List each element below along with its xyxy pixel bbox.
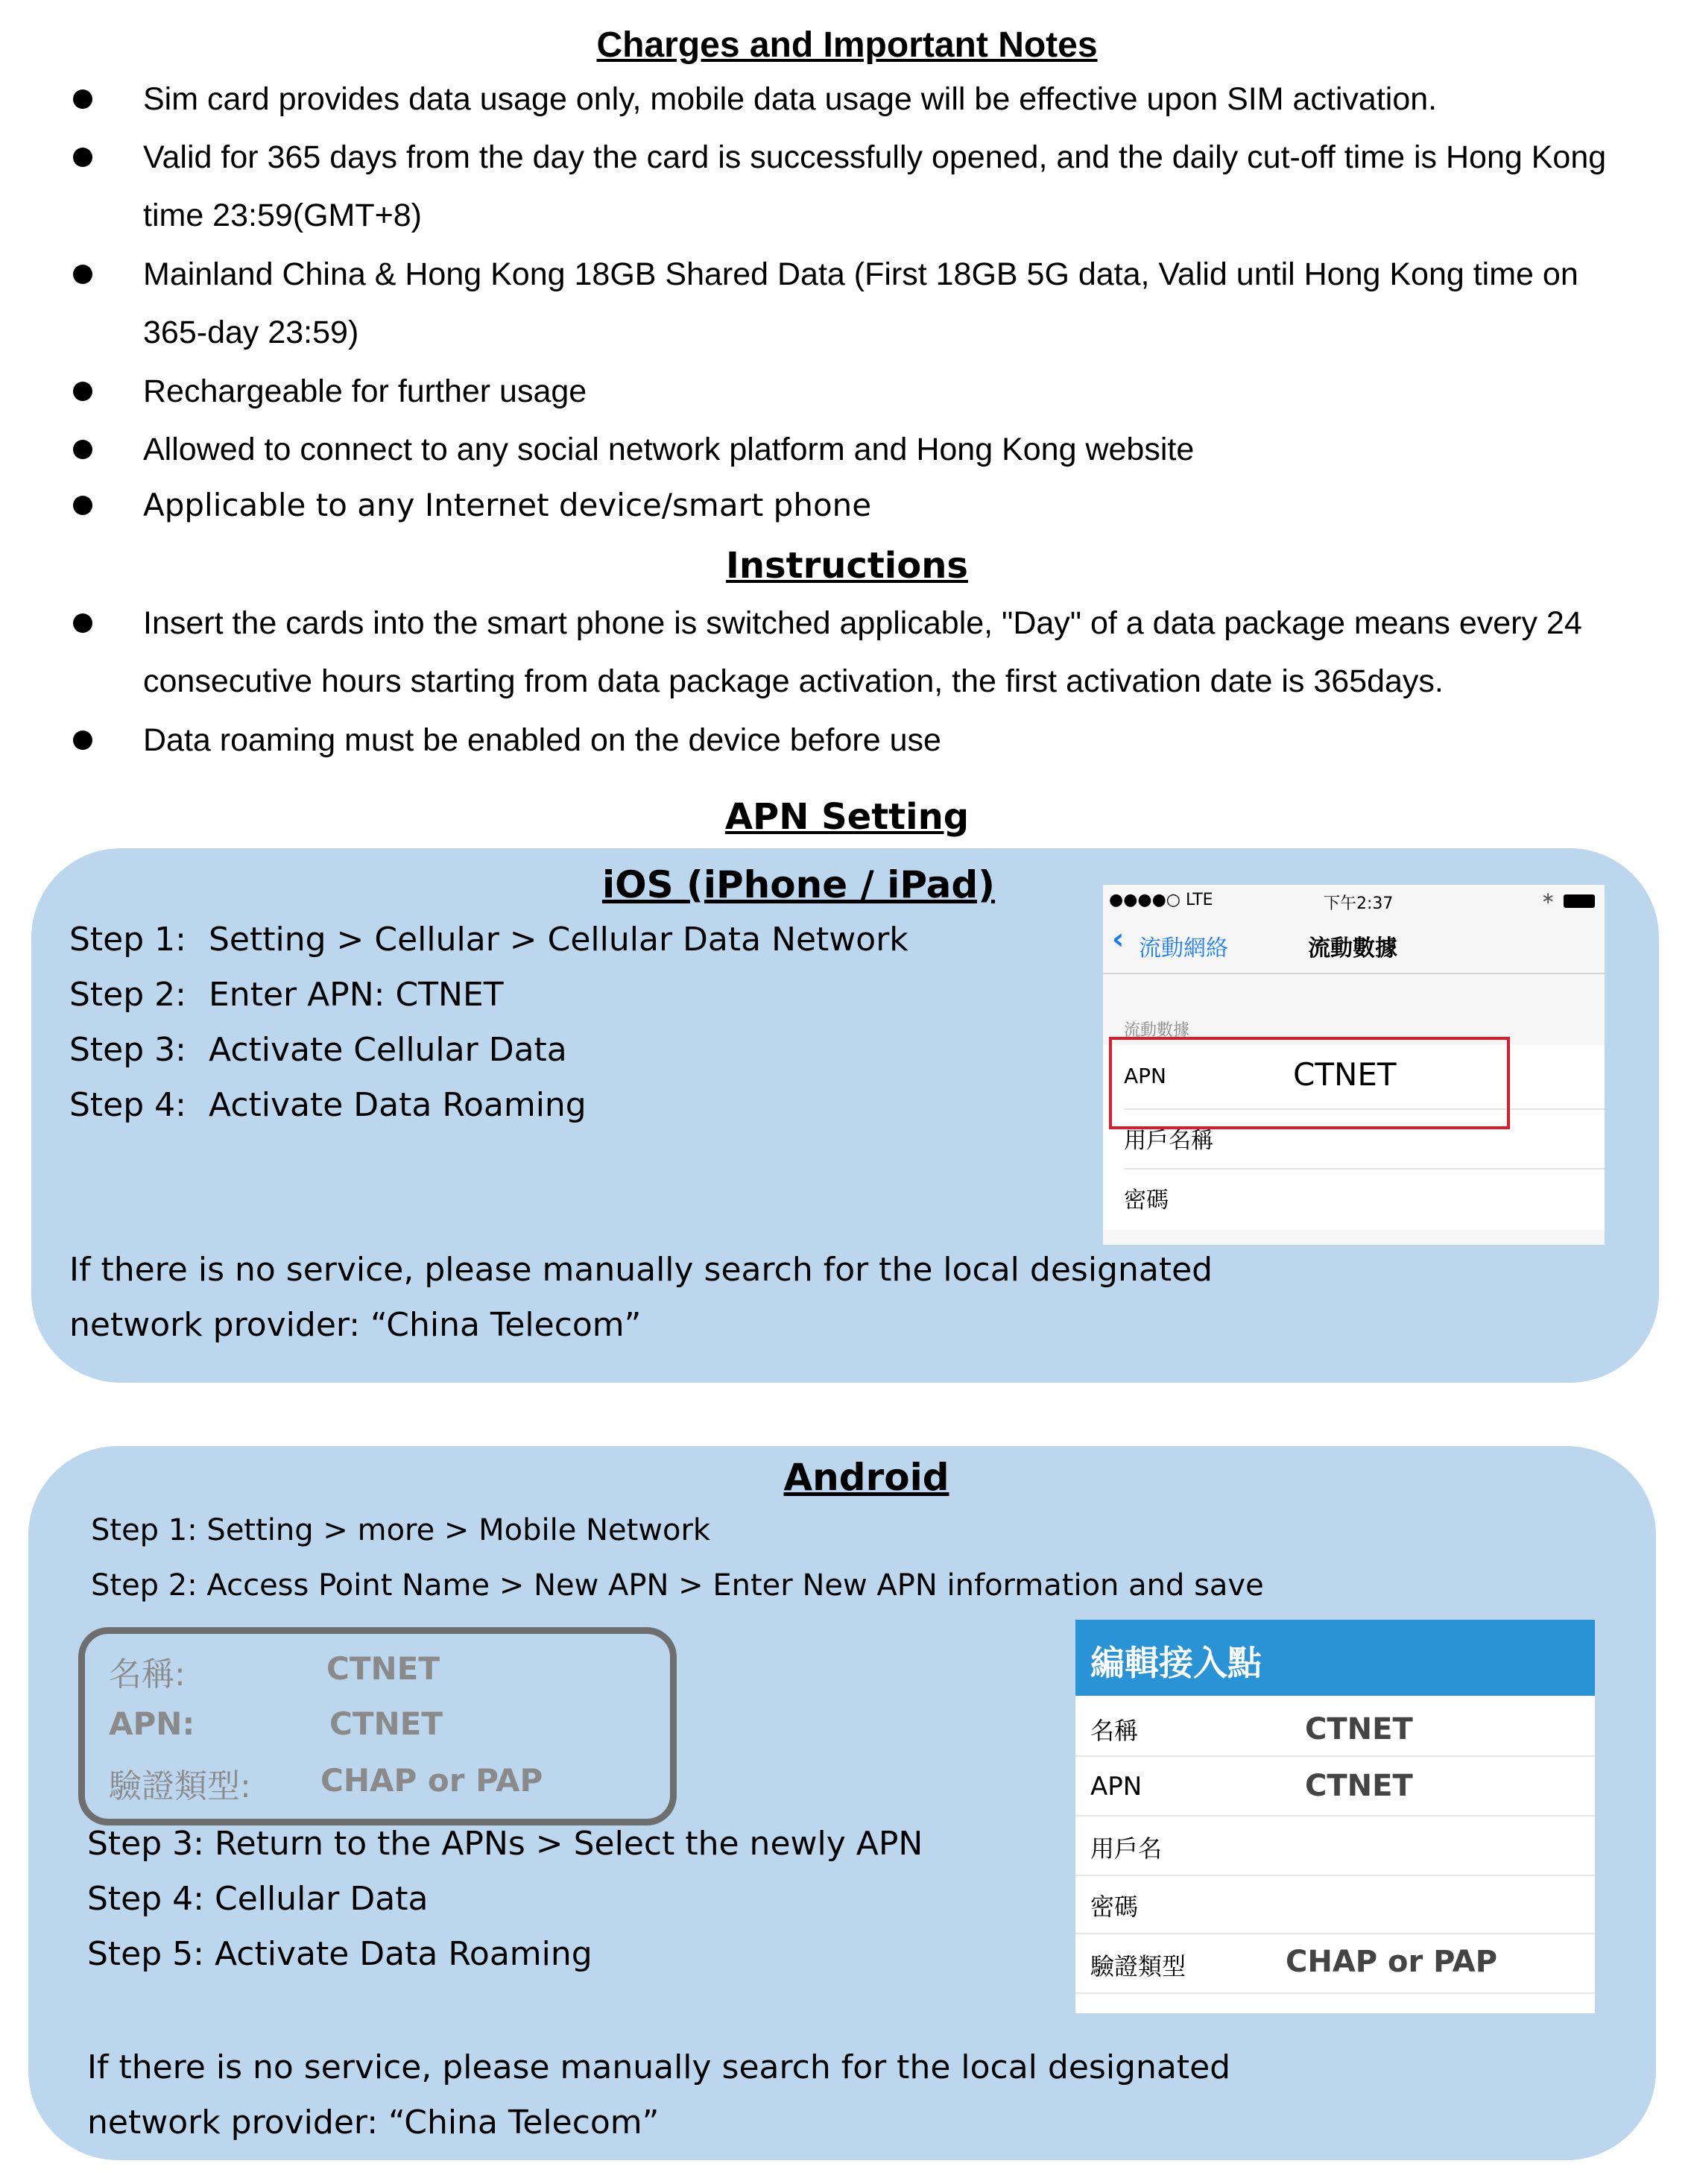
section-label: 流動數據 [1124, 1021, 1190, 1040]
android-step-5: Step 5: Activate Data Roaming [87, 1935, 592, 1973]
divider [1075, 1992, 1595, 1994]
bullet-dot [73, 89, 92, 109]
divider [1124, 1168, 1605, 1170]
instructions-title: Instructions [726, 545, 968, 587]
box-label-name: 名稱: [109, 1656, 186, 1694]
charges-item-5: Allowed to connect to any social network platform and Hong Kong website [143, 432, 1195, 467]
bullet-dot [73, 148, 92, 167]
ios-step-num: Step 3: [69, 1031, 186, 1069]
box-label-apn: APN: [109, 1705, 195, 1742]
back-link[interactable]: 流動網絡 [1139, 935, 1228, 962]
android-note-line1: If there is no service, please manually search for the local designated [87, 2048, 1231, 2086]
row-label-apn: APN [1124, 1064, 1166, 1088]
box-value-name: CTNET [326, 1650, 440, 1687]
bluetooth-icon: ∗ [1541, 889, 1555, 908]
row-value-name[interactable]: CTNET [1305, 1712, 1413, 1746]
bullet-dot [73, 440, 92, 459]
box-value-apn: CTNET [329, 1705, 443, 1742]
ios-note-line1: If there is no service, please manually search for the local designated [69, 1251, 1213, 1289]
instructions-item-1: Insert the cards into the smart phone is switched applicable, "Day" of a data package means every 24 consecutive hours starting from data package activation, the first activation date is 365days. [143, 605, 1582, 699]
charges-item-2: Valid for 365 days from the day the card is successfully opened, and the daily cut-off time is Hong Kong time 23:59(GMT+8) [143, 139, 1607, 233]
divider [1103, 973, 1605, 974]
back-chevron-icon[interactable]: ‹ [1112, 922, 1125, 956]
divider [1075, 1755, 1595, 1757]
bullet-dot [73, 265, 92, 284]
screen-header: 編輯接入點 [1090, 1643, 1262, 1683]
row-label-password: 密碼 [1124, 1187, 1169, 1213]
android-step-4: Step 4: Cellular Data [87, 1880, 429, 1918]
charges-item-4: Rechargeable for further usage [143, 373, 587, 409]
bullet-dot [73, 496, 92, 515]
android-title: Android [783, 1456, 949, 1499]
charges-item-6: Applicable to any Internet device/smart phone [143, 487, 872, 523]
ios-step-text: Setting > Cellular > Cellular Data Network [209, 921, 908, 959]
row-value-apn[interactable]: CTNET [1305, 1769, 1413, 1803]
signal-indicator: ●●●●○ LTE [1109, 891, 1213, 909]
android-screenshot [1075, 1620, 1595, 2013]
row-label-username: 用戶名 [1090, 1834, 1163, 1863]
row-label-apn: APN [1090, 1772, 1142, 1802]
row-label-auth: 驗證類型 [1090, 1952, 1186, 1981]
status-time: 下午2:37 [1324, 894, 1394, 913]
apn-title: APN Setting [724, 796, 970, 838]
divider [1075, 1815, 1595, 1817]
bullet-dot [73, 730, 92, 750]
divider [1075, 1933, 1595, 1934]
box-label-auth: 驗證類型: [109, 1767, 251, 1805]
highlight-box [1109, 1037, 1510, 1129]
battery-icon [1564, 894, 1595, 908]
ios-step-num: Step 1: [69, 921, 186, 959]
ios-note-line2: network provider: “China Telecom” [69, 1306, 642, 1344]
row-value-auth[interactable]: CHAP or PAP [1286, 1945, 1498, 1979]
bullet-dot [73, 613, 92, 633]
divider [1075, 1875, 1595, 1876]
android-step-1: Step 1: Setting > more > Mobile Network [91, 1513, 711, 1547]
android-step-3: Step 3: Return to the APNs > Select the newly APN [87, 1825, 923, 1863]
ios-screenshot [1103, 885, 1605, 1245]
row-label-username: 用戶名稱 [1124, 1128, 1213, 1154]
ios-step-text: Enter APN: CTNET [209, 976, 504, 1014]
row-label-password: 密碼 [1090, 1893, 1139, 1921]
charges-item-3: Mainland China & Hong Kong 18GB Shared Data (First 18GB 5G data, Valid until Hong Kong time on 365-day 23:59) [143, 256, 1578, 350]
row-label-name: 名稱 [1090, 1717, 1139, 1745]
ios-step-text: Activate Data Roaming [209, 1086, 587, 1124]
android-note-line2: network provider: “China Telecom” [87, 2103, 660, 2142]
ios-title: iOS (iPhone / iPad) [601, 863, 996, 906]
apn-value[interactable]: CTNET [1293, 1056, 1397, 1093]
ios-step-num: Step 2: [69, 976, 186, 1014]
ios-step-num: Step 4: [69, 1086, 186, 1124]
charges-item-1: Sim card provides data usage only, mobile data usage will be effective upon SIM activation. [143, 81, 1438, 117]
box-value-auth: CHAP or PAP [320, 1762, 543, 1799]
charges-title: Charges and Important Notes [596, 25, 1098, 65]
instructions-item-2: Data roaming must be enabled on the device before use [143, 722, 941, 758]
screen-header: 流動數據 [1308, 935, 1397, 962]
android-step-2: Step 2: Access Point Name > New APN > Enter New APN information and save [91, 1568, 1264, 1603]
ios-step-text: Activate Cellular Data [209, 1031, 567, 1069]
bullet-dot [73, 382, 92, 401]
